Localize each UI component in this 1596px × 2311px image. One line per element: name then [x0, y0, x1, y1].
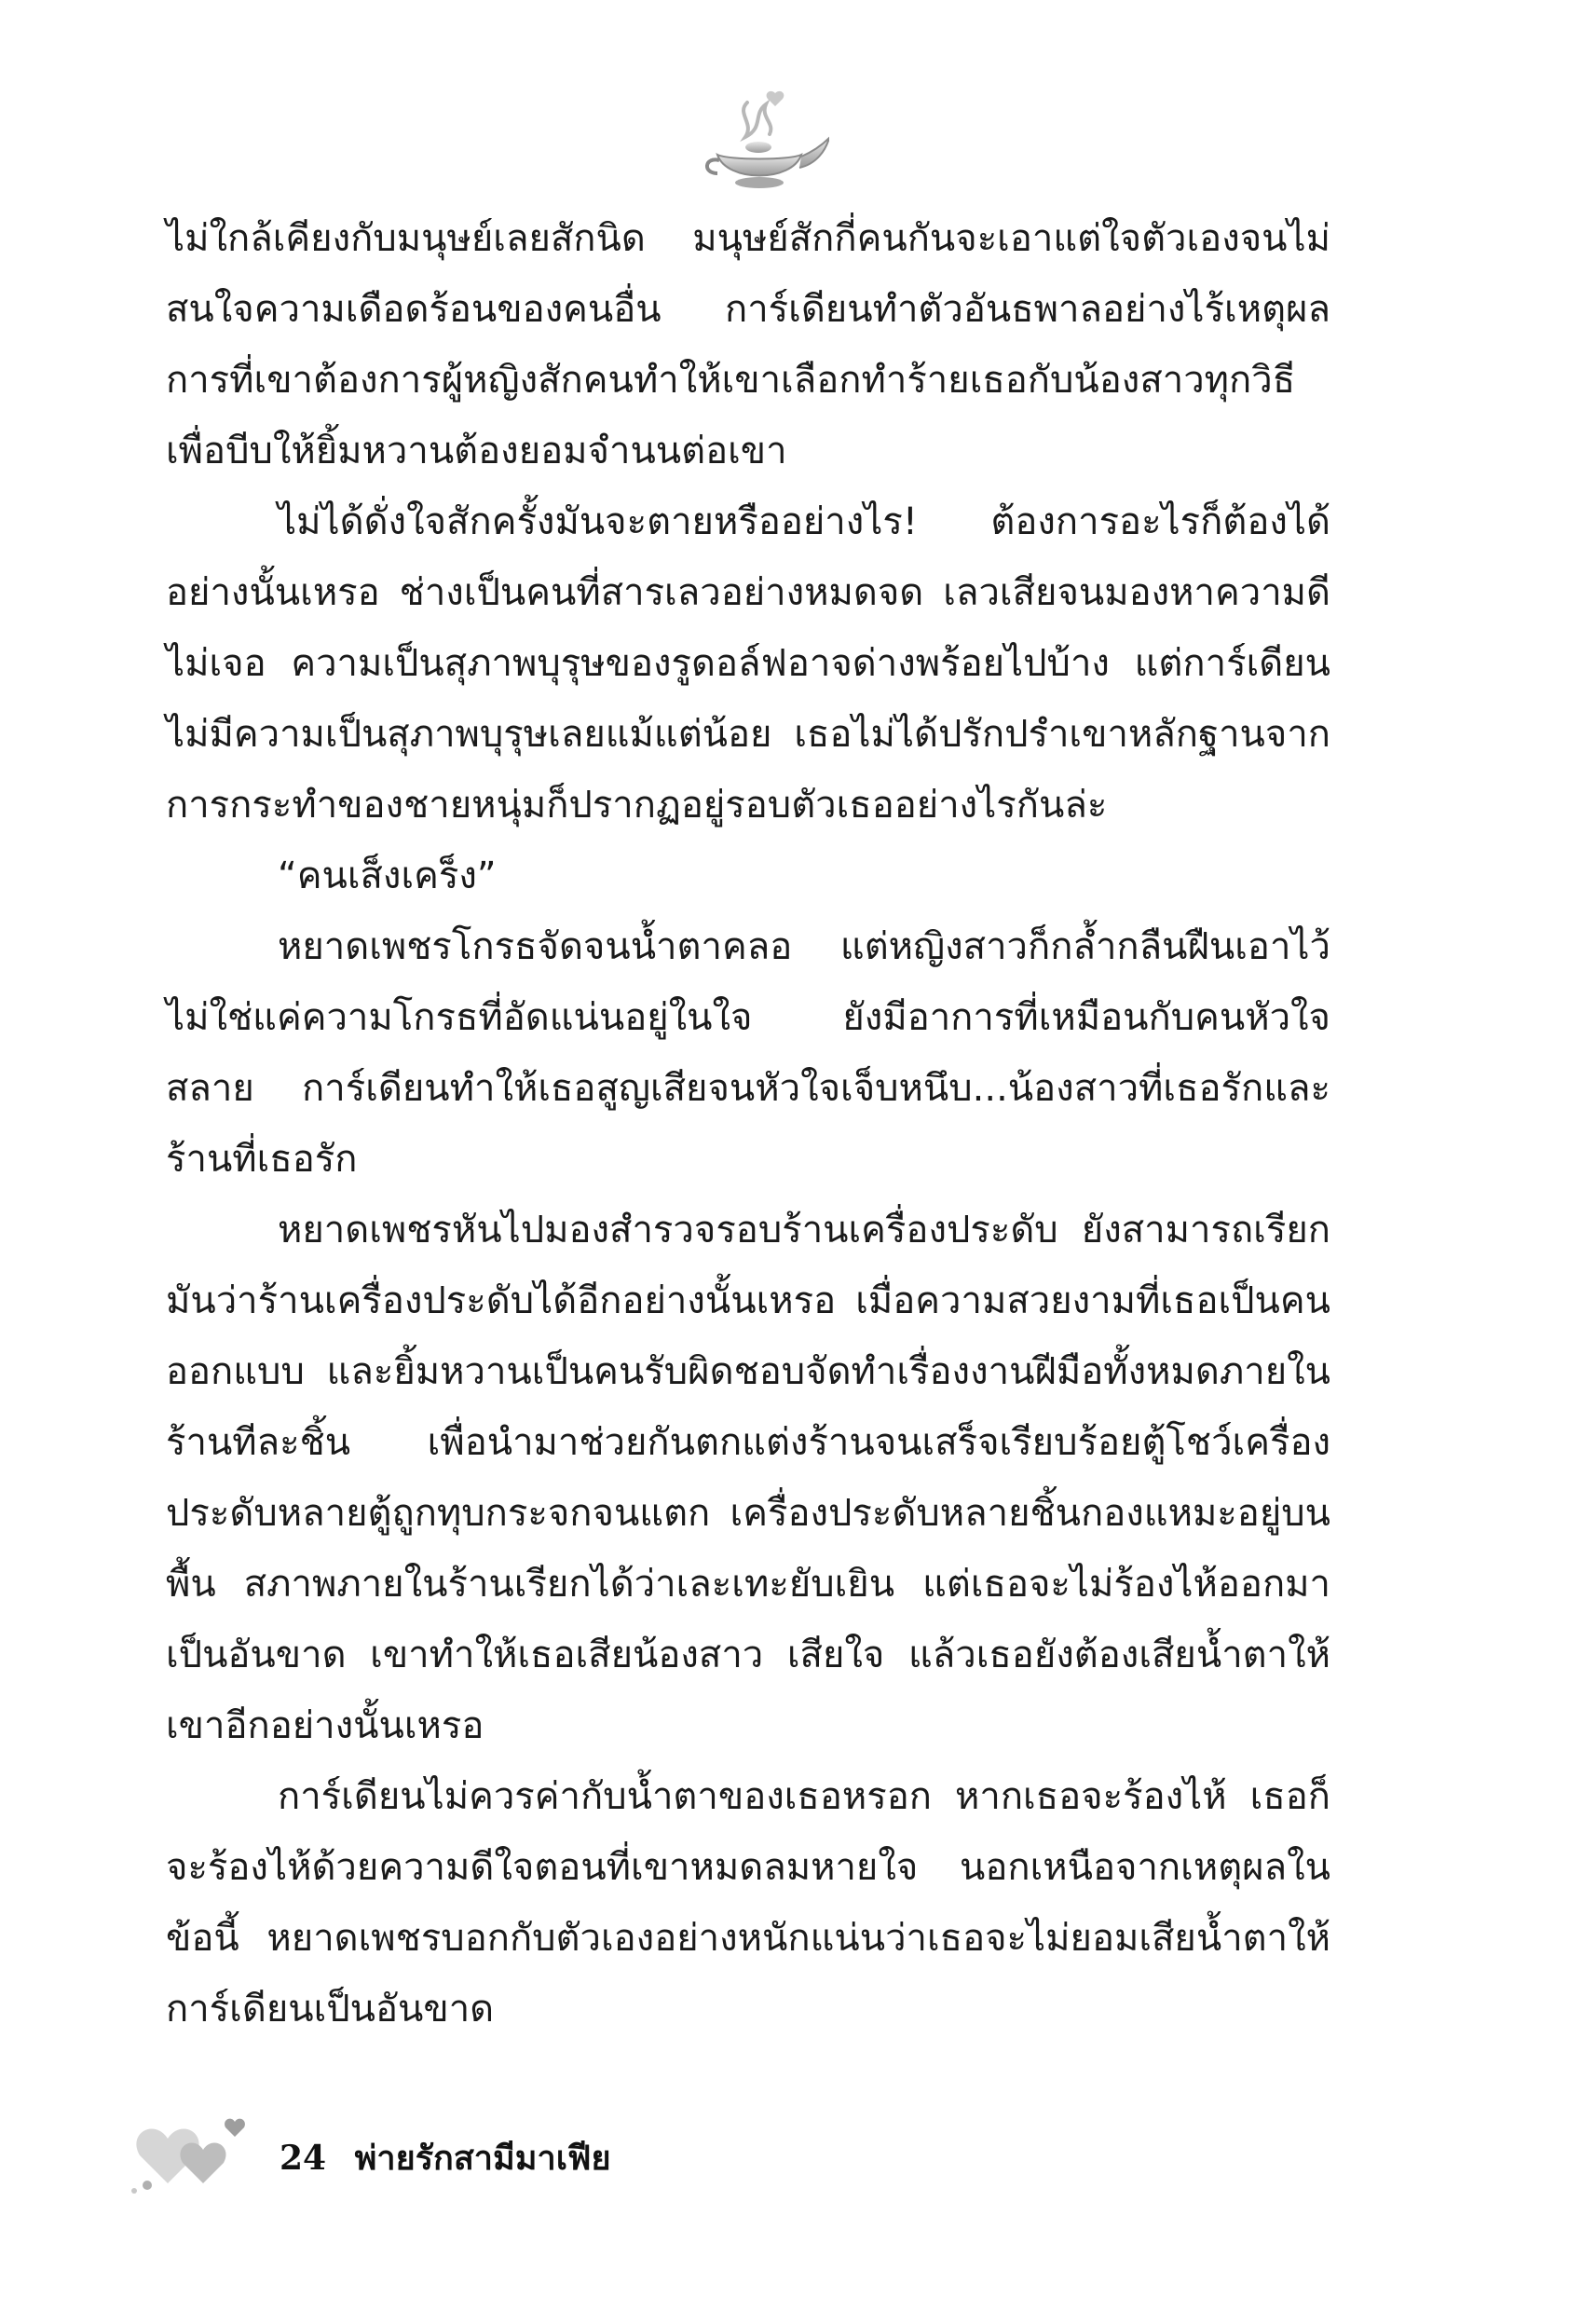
paragraph: การ์เดียนไม่ควรค่ากับน้ำตาของเธอหรอก หากเธอจะร้องไห้ เธอก็จะร้องไห้ด้วยความดีใจตอนที่เขาหมดลมหายใจ นอกเหนือจากเหตุผลในข้อนี้ หยาดเพชรบอกกับตัวเองอย่างหนักแน่นว่าเธอจะไม่ยอมเสียน้ำตาให้การ์เดียนเป็นอันขาด [166, 1775, 1330, 2031]
page-number: 24 [280, 2139, 327, 2178]
book-title: พ่ายรักสามีมาเฟีย [354, 2139, 611, 2178]
footer-text [280, 2131, 611, 2184]
paragraph: หยาดเพชรโกรธจัดจนน้ำตาคลอ แต่หญิงสาวก็กล้ำกลืนฝืนเอาไว้ไม่ใช่แค่ความโกรธที่อัดแน่นอยู่ในใจ ยังมีอาการที่เหมือนกับคนหัวใจสลาย การ์เดียนทำให้เธอสูญเสียจนหัวใจเจ็บหนึบ...น้องสาวที่เธอรักและร้านที่เธอรัก [166, 925, 1330, 1181]
dialogue-line: “คนเส็งเคร็ง” [278, 855, 497, 897]
genie-lamp-icon [689, 86, 829, 198]
page-footer [130, 2111, 783, 2195]
chapter-text [166, 203, 1330, 2044]
paragraph: หยาดเพชรหันไปมองสำรวจรอบร้านเครื่องประดับ ยังสามารถเรียกมันว่าร้านเครื่องประดับได้อีกอย่างนั้นเหรอ เมื่อความสวยงามที่เธอเป็นคนออกแบบ และยิ้มหวานเป็นคนรับผิดชอบจัดทำเรื่องงานฝีมือทั้งหมดภายในร้านทีละชิ้น เพื่อนำมาช่วยกันตกแต่งร้านจนเสร็จเรียบร้อยตู้โชว์เครื่องประดับหลายตู้ถูกทุบกระจกจนแตก เครื่องประดับหลายชิ้นกองแหมะอยู่บนพื้น สภาพภายในร้านเรียกได้ว่าเละเทะยับเยิน แต่เธอจะไม่ร้องไห้ออกมาเป็นอันขาด เขาทำให้เธอเสียน้องสาว เสียใจ แล้วเธอยังต้องเสียน้ำตาให้เขาอีกอย่างนั้นเหรอ [166, 1209, 1330, 1747]
hearts-icon [130, 2111, 252, 2195]
paragraph: ไม่ได้ดั่งใจสักครั้งมันจะตายหรืออย่างไร! ต้องการอะไรก็ต้องได้อย่างนั้นเหรอ ช่างเป็นคนที่สารเลวอย่างหมดจด เลวเสียจนมองหาความดีไม่เจอ ความเป็นสุภาพบุรุษของรูดอล์ฟอาจด่างพร้อยไปบ้าง แต่การ์เดียนไม่มีความเป็นสุภาพบุรุษเลยแม้แต่น้อย เธอไม่ได้ปรักปรำเขาหลักฐานจากการกระทำของชายหนุ่มก็ปรากฏอยู่รอบตัวเธออย่างไรกันล่ะ [166, 500, 1330, 827]
paragraph: ไม่ใกล้เคียงกับมนุษย์เลยสักนิด มนุษย์สักกี่คนกันจะเอาแต่ใจตัวเองจนไม่สนใจความเดือดร้อนของคนอื่น การ์เดียนทำตัวอันธพาลอย่างไร้เหตุผล การที่เขาต้องการผู้หญิงสักคนทำให้เขาเลือกทำร้ายเธอกับน้องสาวทุกวิธีเพื่อบีบให้ยิ้มหวานต้องยอมจำนนต่อเขา [166, 217, 1330, 472]
